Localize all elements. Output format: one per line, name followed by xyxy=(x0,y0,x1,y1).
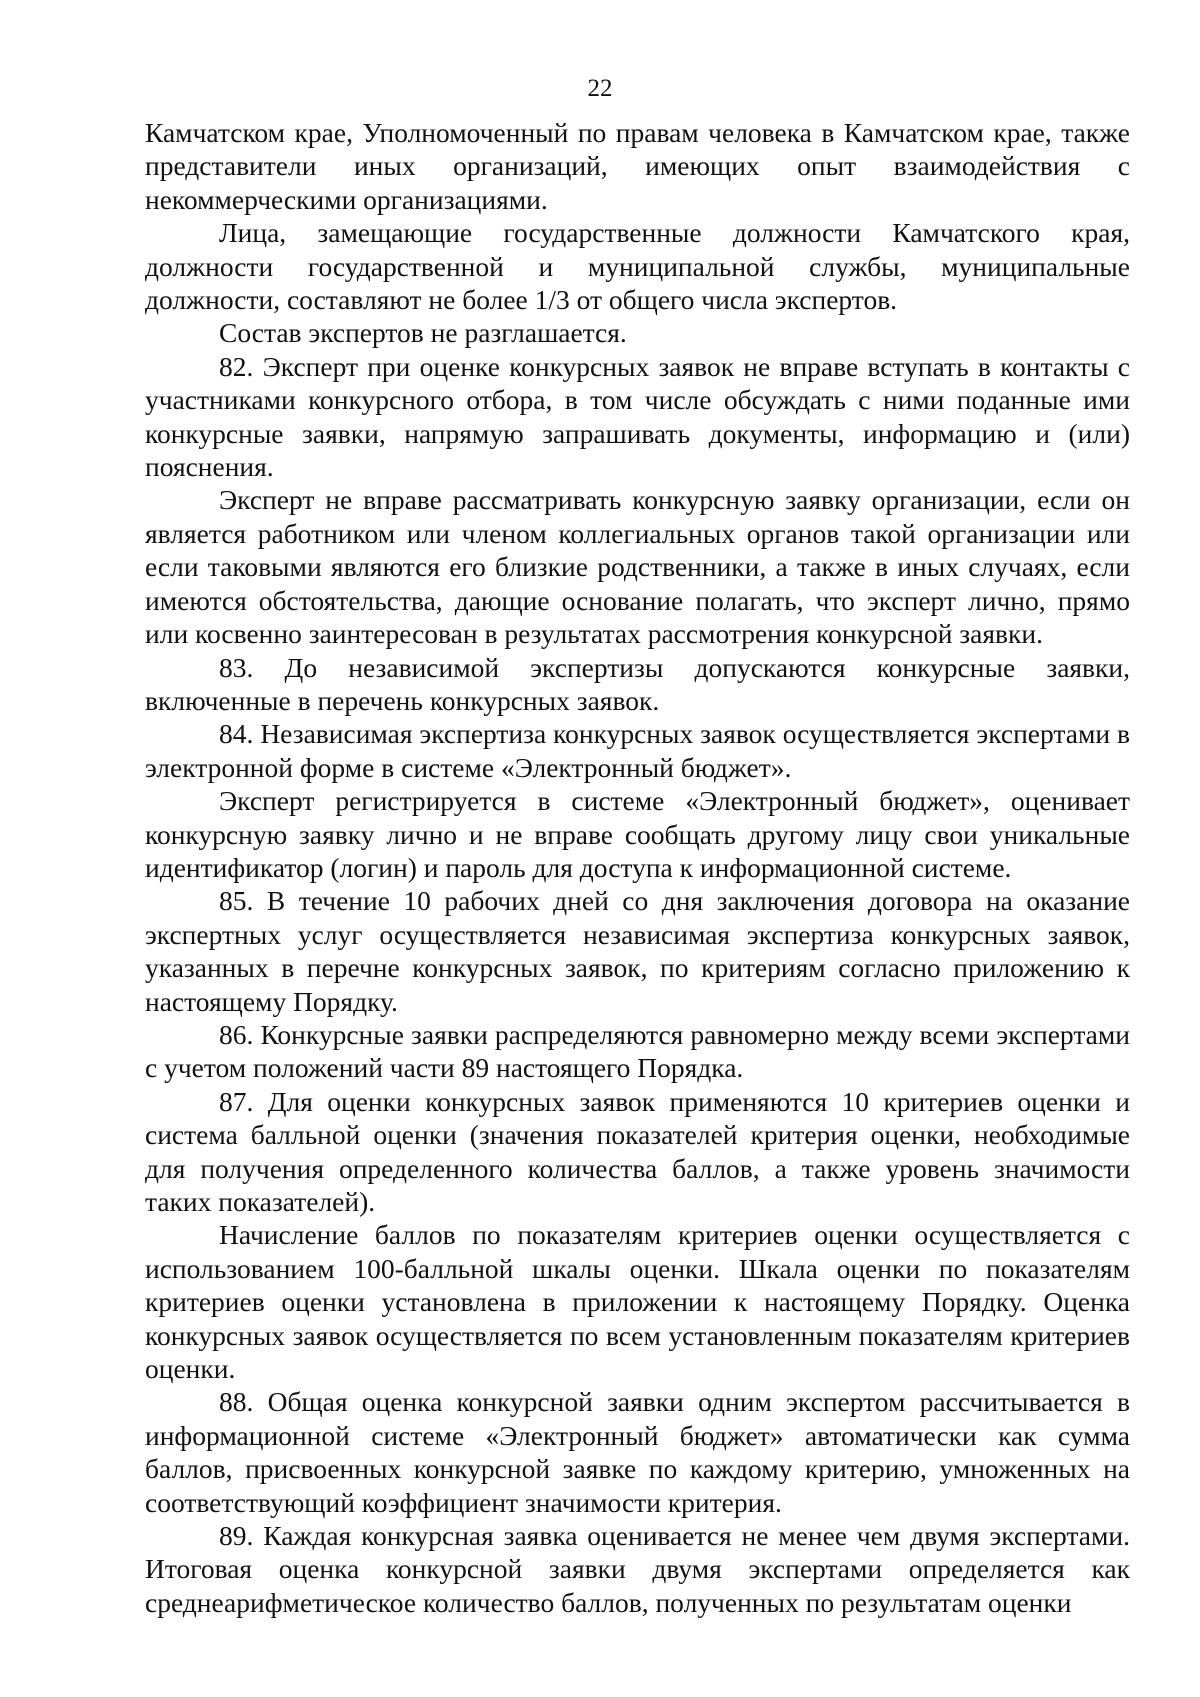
paragraph-scoring-scale: Начисление баллов по показателям критериев оценки осуществляется с использованием 100-балльной шкалы оценки. Шкала оценки по показателям критериев оценки установлена в приложении к настоящему Порядку. Оценка конкурсных заявок осуществляется по всем установленным показателям критериев оценки. xyxy=(145,1219,1130,1385)
paragraph-88: 88. Общая оценка конкурсной заявки одним экспертом рассчитывается в информационной системе «Электронный бюджет» автоматически как сумма баллов, присвоенных конкурсной заявке по каждому критерию, умноженных на соответствующий коэффициент значимости критерия. xyxy=(145,1386,1130,1518)
paragraph-83: 83. До независимой экспертизы допускаются конкурсные заявки, включенные в перечень конкурсных заявок. xyxy=(145,651,1130,716)
paragraph-expert-registration: Эксперт регистрируется в системе «Электронный бюджет», оценивает конкурсную заявку лично и не вправе сообщать другому лицу свои уникальные идентификатор (логин) и пароль для доступа к информационной системе. xyxy=(145,785,1130,883)
paragraph-conflict-of-interest: Эксперт не вправе рассматривать конкурсную заявку организации, если он является работником или членом коллегиальных органов такой организации или если таковыми являются его близкие родственники, а также в иных случаях, если имеются обстоятельства, дающие основание полагать, что эксперт лично, прямо или косвенно заинтересован в результатах рассмотрения конкурсной заявки. xyxy=(145,484,1130,650)
paragraph-89: 89. Каждая конкурсная заявка оценивается не менее чем двумя экспертами. Итоговая оценка конкурсной заявки двумя экспертами определяется как среднеарифметическое количество баллов, полученных по результатам оценки xyxy=(145,1520,1130,1618)
page-number: 22 xyxy=(587,75,613,102)
paragraph-84: 84. Независимая экспертиза конкурсных заявок осуществляется экспертами в электронной форме в системе «Электронный бюджет». xyxy=(145,718,1130,783)
document-body xyxy=(145,116,1130,1619)
paragraph-87: 87. Для оценки конкурсных заявок применяются 10 критериев оценки и система балльной оценки (значения показателей критерия оценки, необходимые для получения определенного количества баллов, а также уровень значимости таких показателей). xyxy=(145,1085,1130,1217)
paragraph-82: 82. Эксперт при оценке конкурсных заявок не вправе вступать в контакты с участниками конкурсного отбора, в том числе обсуждать с ними поданные ими конкурсные заявки, напрямую запрашивать документы, информацию и (или) пояснения. xyxy=(145,350,1130,483)
paragraph-experts-confidential: Состав экспертов не разглашается. xyxy=(219,317,627,349)
paragraph-officials-share: Лица, замещающие государственные должности Камчатского края, должности государственной и муниципальной службы, муниципальные должности, составляют не более 1/3 от общего числа экспертов. xyxy=(145,217,1130,316)
paragraph-86: 86. Конкурсные заявки распределяются равномерно между всеми экспертами с учетом положений части 89 настоящего Порядка. xyxy=(145,1018,1130,1084)
paragraph-continuation: Камчатском крае, Уполномоченный по правам человека в Камчатском крае, также представители иных организаций, имеющих опыт взаимодействия с некоммерческими организациями. xyxy=(145,117,1130,215)
paragraph-85: 85. В течение 10 рабочих дней со дня заключения договора на оказание экспертных услуг осуществляется независимая экспертиза конкурсных заявок, указанных в перечне конкурсных заявок, по критериям согласно приложению к настоящему Порядку. xyxy=(145,885,1130,1017)
